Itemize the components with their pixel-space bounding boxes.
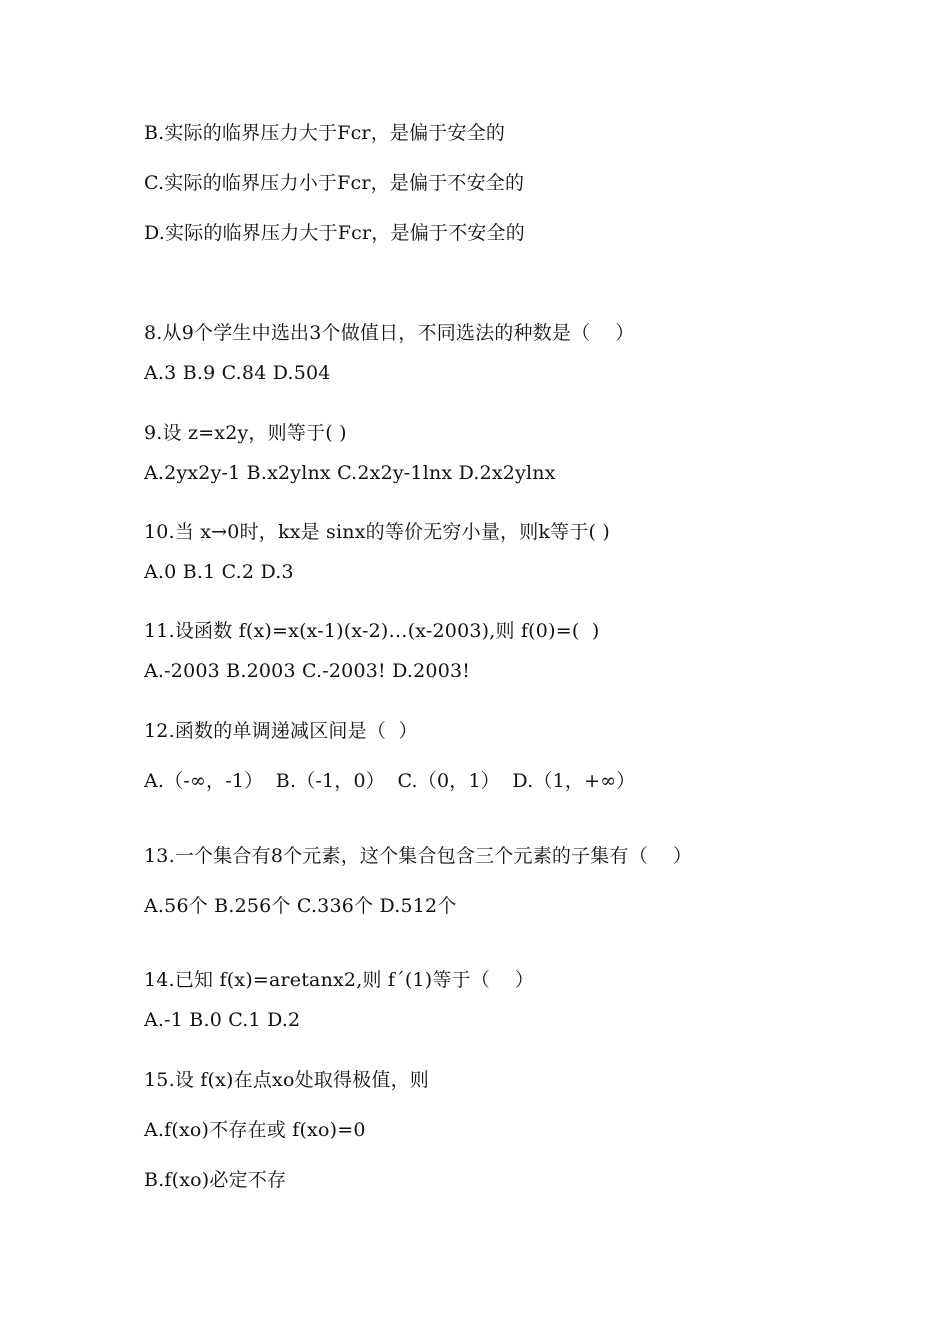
question-13: 13.一个集合有8个元素，这个集合包含三个元素的子集有（ ）	[144, 845, 693, 867]
options-11: A.-2003 B.2003 C.-2003! D.2003!	[144, 660, 471, 682]
option-7b: B.实际的临界压力大于Fcr，是偏于安全的	[144, 122, 506, 144]
option-7c: C.实际的临界压力小于Fcr，是偏于不安全的	[144, 172, 525, 194]
question-14: 14.已知 f(x)=aretanx2,则 f´(1)等于（ ）	[144, 969, 535, 991]
option-15b: B.f(xo)必定不存	[144, 1169, 287, 1191]
options-10: A.0 B.1 C.2 D.3	[144, 561, 294, 583]
options-8: A.3 B.9 C.84 D.504	[144, 362, 331, 384]
question-15: 15.设 f(x)在点xo处取得极值，则	[144, 1069, 429, 1091]
option-7d: D.实际的临界压力大于Fcr，是偏于不安全的	[144, 222, 525, 244]
question-9: 9.设 z=x2y，则等于( )	[144, 422, 347, 444]
question-8: 8.从9个学生中选出3个做值日，不同选法的种数是（ ）	[144, 322, 635, 344]
question-10: 10.当 x→0时，kx是 sinx的等价无穷小量，则k等于( )	[144, 521, 611, 543]
question-12: 12.函数的单调递减区间是（ ）	[144, 720, 418, 742]
options-12: A.（-∞，-1） B.（-1，0） C.（0，1） D.（1，+∞）	[144, 770, 636, 792]
options-14: A.-1 B.0 C.1 D.2	[144, 1009, 301, 1031]
option-15a: A.f(xo)不存在或 f(xo)=0	[144, 1119, 366, 1141]
options-13: A.56个 B.256个 C.336个 D.512个	[144, 895, 457, 917]
options-9: A.2yx2y-1 B.x2ylnx C.2x2y-1lnx D.2x2ylnx	[144, 462, 556, 484]
question-11: 11.设函数 f(x)=x(x-1)(x-2)…(x-2003),则 f(0)=( )	[144, 620, 600, 642]
